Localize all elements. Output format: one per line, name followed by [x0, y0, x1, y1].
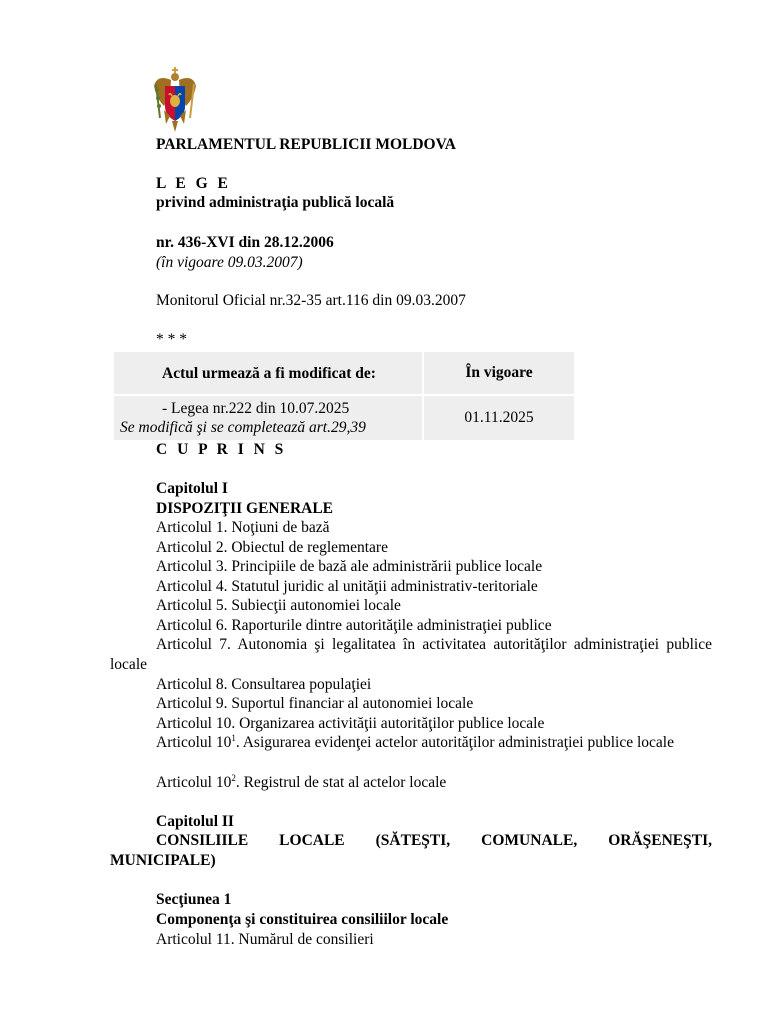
article-link-4[interactable]: Articolul 4. Statutul juridic al unităţii administrativ-teritoriale [156, 578, 538, 595]
article-link-1[interactable]: Articolul 1. Noţiuni de bază [156, 519, 330, 536]
amending-act-note: Se modifică şi se completează art.29,39 [120, 419, 366, 436]
article-link-3[interactable]: Articolul 3. Principiile de bază ale administrării publice locale [156, 558, 543, 575]
document-title: privind administraţia publică locală [156, 194, 395, 211]
article-link-10-1[interactable]: Articolul $10^1$. Asigurarea evidenţei actelor autorităţilor administraţiei publice locale [156, 732, 674, 751]
amendments-table [112, 350, 576, 442]
article-link-5[interactable]: Articolul 5. Subiecţii autonomiei locale [156, 597, 401, 614]
official-monitor: Monitorul Oficial nr.32-35 art.116 din 09.03.2007 [156, 292, 466, 309]
chapter-2-title: CONSILIILE LOCALE (SĂTEŞTI, COMUNALE, ORĂŞENEŞTI, MUNICIPALE) [110, 832, 712, 869]
article-link-6[interactable]: Articolul 6. Raporturile dintre autorităţile administraţiei publice [156, 617, 552, 634]
contents-title: C U P R I N S [156, 441, 287, 458]
separator-stars: * * * [156, 331, 187, 348]
table-row [114, 396, 574, 440]
article-link-8[interactable]: Articolul 8. Consultarea populaţiei [156, 676, 372, 693]
chapter-2-label: Capitolul II [156, 813, 234, 830]
article-link-9[interactable]: Articolul 9. Suportul financiar al autonomiei locale [156, 695, 474, 712]
chapter-1-label: Capitolul I [156, 480, 228, 497]
chapter-1-title: DISPOZIŢII GENERALE [156, 500, 334, 517]
article-link-10-2[interactable]: Articolul $10^2$. Registrul de stat al actelor locale [156, 772, 447, 791]
law-number-date: nr. 436-XVI din 28.12.2006 [156, 234, 334, 251]
amending-act-cell [114, 396, 422, 440]
in-force-date: (în vigoare 09.03.2007) [156, 254, 303, 271]
section-1-title: Componenţa şi constituirea consiliilor locale [156, 911, 449, 928]
section-1-label: Secţiunea 1 [156, 891, 232, 908]
col-header-in-force: În vigoare [424, 352, 574, 394]
amending-act-date: 01.11.2025 [424, 396, 574, 440]
coat-of-arms-icon [152, 66, 198, 134]
article-link-2[interactable]: Articolul 2. Obiectul de reglementare [156, 539, 388, 556]
parliament-name: PARLAMENTUL REPUBLICII MOLDOVA [156, 136, 456, 153]
article-link-10[interactable]: Articolul 10. Organizarea activităţii autorităţilor publice locale [156, 715, 545, 732]
article-link-7[interactable]: Articolul 7. Autonomia şi legalitatea în activitatea autorităţilor administraţiei publice locale [110, 636, 712, 673]
document-type: L E G E [156, 175, 231, 192]
col-header-act: Actul urmează a fi modificat de: [114, 352, 422, 394]
table-header-row [114, 352, 574, 394]
article-link-11[interactable]: Articolul 11. Numărul de consilieri [156, 931, 374, 948]
amending-act-link[interactable]: - Legea nr.222 din 10.07.2025 [162, 400, 350, 417]
